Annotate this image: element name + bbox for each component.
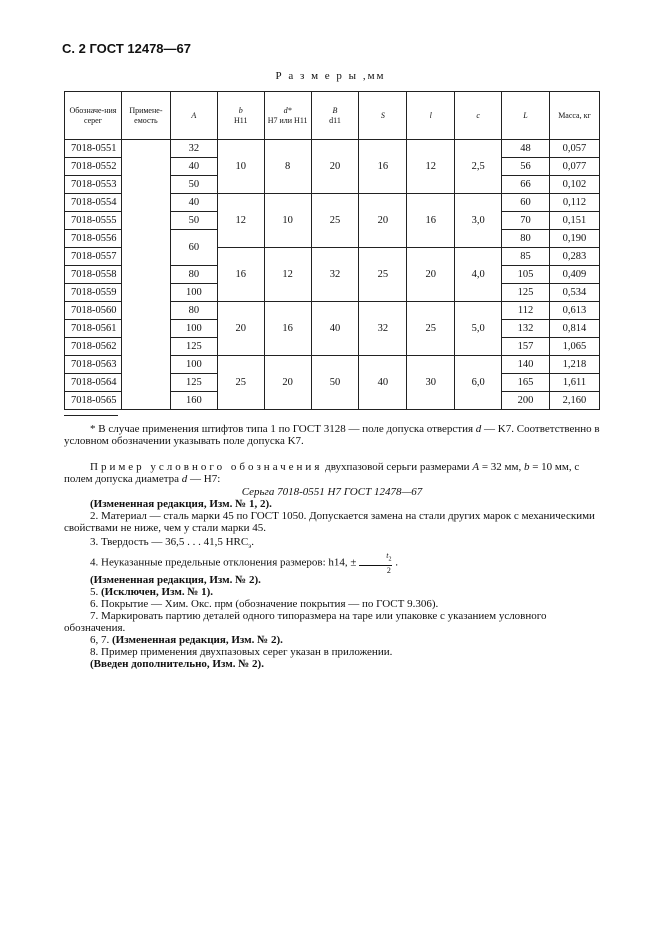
cell-A: 125 bbox=[170, 374, 217, 392]
cell-d: 16 bbox=[264, 302, 311, 356]
cell-mass: 0,102 bbox=[549, 176, 599, 194]
header-S: S bbox=[359, 92, 407, 140]
header-L: L bbox=[502, 92, 550, 140]
cell-S: 32 bbox=[359, 302, 407, 356]
item-6-coating: 6. Покрытие — Хим. Окс. прм (обозначение покрытия — по ГОСТ 9.306). bbox=[90, 598, 439, 610]
cell-mass: 1,065 bbox=[549, 338, 599, 356]
cell-c: 6,0 bbox=[455, 356, 502, 410]
header-b: b H11 bbox=[217, 92, 264, 140]
cell-b: 16 bbox=[217, 248, 264, 302]
cell-d: 10 bbox=[264, 194, 311, 248]
cell-A: 60 bbox=[170, 230, 217, 266]
dimensions-table bbox=[64, 91, 600, 410]
cell-S: 20 bbox=[359, 194, 407, 248]
cell-A: 50 bbox=[170, 212, 217, 230]
header-A: A bbox=[170, 92, 217, 140]
example-paragraph: Пример условного обозначения двухпазовой серьги размерами A = 32 мм, b = 10 мм, с полем допуска диаметра d — H7: bbox=[64, 461, 580, 485]
cell-designation: 7018-0554 bbox=[65, 194, 122, 212]
edit-note-2: (Измененная редакция, Изм. № 2). bbox=[90, 574, 261, 586]
cell-mass: 1,611 bbox=[549, 374, 599, 392]
cell-b: 12 bbox=[217, 194, 264, 248]
cell-mass: 0,283 bbox=[549, 248, 599, 266]
cell-designation: 7018-0557 bbox=[65, 248, 122, 266]
cell-S: 16 bbox=[359, 140, 407, 194]
footnote-divider bbox=[64, 415, 118, 416]
cell-L: 70 bbox=[502, 212, 550, 230]
cell-mass: 0,814 bbox=[549, 320, 599, 338]
table-header-row bbox=[65, 92, 600, 140]
item-2-material: 2. Материал — сталь марки 45 по ГОСТ 1050. Допускается замена на стали других марок с механическими свойствами не ниже, чем у стали марки 45. bbox=[64, 510, 595, 534]
cell-B: 20 bbox=[311, 140, 359, 194]
cell-b: 10 bbox=[217, 140, 264, 194]
cell-b: 20 bbox=[217, 302, 264, 356]
cell-mass: 0,534 bbox=[549, 284, 599, 302]
cell-S: 25 bbox=[359, 248, 407, 302]
cell-A: 40 bbox=[170, 158, 217, 176]
cell-application bbox=[121, 140, 170, 410]
cell-L: 165 bbox=[502, 374, 550, 392]
cell-b: 25 bbox=[217, 356, 264, 410]
cell-A: 125 bbox=[170, 338, 217, 356]
cell-mass: 0,112 bbox=[549, 194, 599, 212]
page-header: С. 2 ГОСТ 12478—67 bbox=[62, 41, 191, 56]
cell-designation: 7018-0560 bbox=[65, 302, 122, 320]
cell-mass: 0,151 bbox=[549, 212, 599, 230]
edit-note-1: (Измененная редакция, Изм. № 1, 2). bbox=[90, 498, 272, 510]
cell-designation: 7018-0565 bbox=[65, 392, 122, 410]
cell-L: 125 bbox=[502, 284, 550, 302]
cell-l: 16 bbox=[407, 194, 455, 248]
cell-L: 85 bbox=[502, 248, 550, 266]
cell-designation: 7018-0553 bbox=[65, 176, 122, 194]
cell-designation: 7018-0552 bbox=[65, 158, 122, 176]
header-c: c bbox=[455, 92, 502, 140]
cell-designation: 7018-0563 bbox=[65, 356, 122, 374]
header-d: d* H7 или H11 bbox=[264, 92, 311, 140]
item-7-marking: 7. Маркировать партию деталей одного типоразмера на таре или упаковке с указанием условного обозначения. bbox=[64, 610, 547, 634]
cell-B: 50 bbox=[311, 356, 359, 410]
cell-B: 25 bbox=[311, 194, 359, 248]
cell-A: 50 bbox=[170, 176, 217, 194]
cell-c: 2,5 bbox=[455, 140, 502, 194]
cell-L: 80 bbox=[502, 230, 550, 248]
edit-note-67: 6, 7. (Измененная редакция, Изм. № 2). bbox=[90, 634, 283, 646]
cell-mass: 0,057 bbox=[549, 140, 599, 158]
cell-designation: 7018-0564 bbox=[65, 374, 122, 392]
cell-A: 80 bbox=[170, 302, 217, 320]
item-5-excluded: 5. (Исключен, Изм. № 1). bbox=[90, 586, 214, 598]
cell-B: 40 bbox=[311, 302, 359, 356]
cell-designation: 7018-0556 bbox=[65, 230, 122, 248]
cell-L: 60 bbox=[502, 194, 550, 212]
cell-mass: 0,613 bbox=[549, 302, 599, 320]
cell-mass: 1,218 bbox=[549, 356, 599, 374]
added-note: (Введен дополнительно, Изм. № 2). bbox=[90, 658, 264, 670]
cell-mass: 0,409 bbox=[549, 266, 599, 284]
table-caption: Р а з м е р ы ,мм bbox=[275, 70, 386, 82]
cell-S: 40 bbox=[359, 356, 407, 410]
cell-d: 12 bbox=[264, 248, 311, 302]
cell-designation: 7018-0555 bbox=[65, 212, 122, 230]
cell-d: 8 bbox=[264, 140, 311, 194]
cell-A: 40 bbox=[170, 194, 217, 212]
cell-L: 66 bbox=[502, 176, 550, 194]
cell-A: 32 bbox=[170, 140, 217, 158]
header-designation: Обозначе-ния серег bbox=[65, 92, 122, 140]
header-l: l bbox=[407, 92, 455, 140]
cell-L: 105 bbox=[502, 266, 550, 284]
cell-l: 25 bbox=[407, 302, 455, 356]
cell-mass: 0,190 bbox=[549, 230, 599, 248]
header-mass: Масса, кг bbox=[549, 92, 599, 140]
cell-A: 100 bbox=[170, 320, 217, 338]
cell-designation: 7018-0561 bbox=[65, 320, 122, 338]
header-B: B d11 bbox=[311, 92, 359, 140]
footnote: * В случае применения штифтов типа 1 по ГОСТ 3128 — поле допуска отверстия d — K7. Соответственно в условном обозначении указывать поле допуска K7. bbox=[64, 423, 600, 447]
cell-designation: 7018-0558 bbox=[65, 266, 122, 284]
cell-l: 12 bbox=[407, 140, 455, 194]
cell-mass: 0,077 bbox=[549, 158, 599, 176]
cell-L: 132 bbox=[502, 320, 550, 338]
cell-L: 48 bbox=[502, 140, 550, 158]
cell-mass: 2,160 bbox=[549, 392, 599, 410]
cell-L: 112 bbox=[502, 302, 550, 320]
cell-d: 20 bbox=[264, 356, 311, 410]
table-row bbox=[65, 140, 600, 158]
cell-designation: 7018-0559 bbox=[65, 284, 122, 302]
item-8-example: 8. Пример применения двухпазовых серег указан в приложении. bbox=[90, 646, 393, 658]
example-designation: Серьга 7018-0551 H7 ГОСТ 12478—67 bbox=[241, 486, 423, 498]
cell-A: 100 bbox=[170, 284, 217, 302]
cell-designation: 7018-0562 bbox=[65, 338, 122, 356]
cell-B: 32 bbox=[311, 248, 359, 302]
cell-L: 200 bbox=[502, 392, 550, 410]
cell-L: 140 bbox=[502, 356, 550, 374]
cell-c: 3,0 bbox=[455, 194, 502, 248]
cell-c: 4,0 bbox=[455, 248, 502, 302]
cell-designation: 7018-0551 bbox=[65, 140, 122, 158]
cell-A: 80 bbox=[170, 266, 217, 284]
header-application: Примене-емость bbox=[121, 92, 170, 140]
cell-l: 30 bbox=[407, 356, 455, 410]
cell-A: 100 bbox=[170, 356, 217, 374]
cell-L: 157 bbox=[502, 338, 550, 356]
cell-c: 5,0 bbox=[455, 302, 502, 356]
item-4-tolerances: 4. Неуказанные предельные отклонения размеров: h14, ± $\frac{t_2}{2}$ . bbox=[90, 551, 398, 575]
item-3-hardness: 3. Твердость — 36,5 . . . 41,5 $HRC_э$. bbox=[90, 536, 254, 551]
cell-A: 160 bbox=[170, 392, 217, 410]
cell-L: 56 bbox=[502, 158, 550, 176]
cell-l: 20 bbox=[407, 248, 455, 302]
